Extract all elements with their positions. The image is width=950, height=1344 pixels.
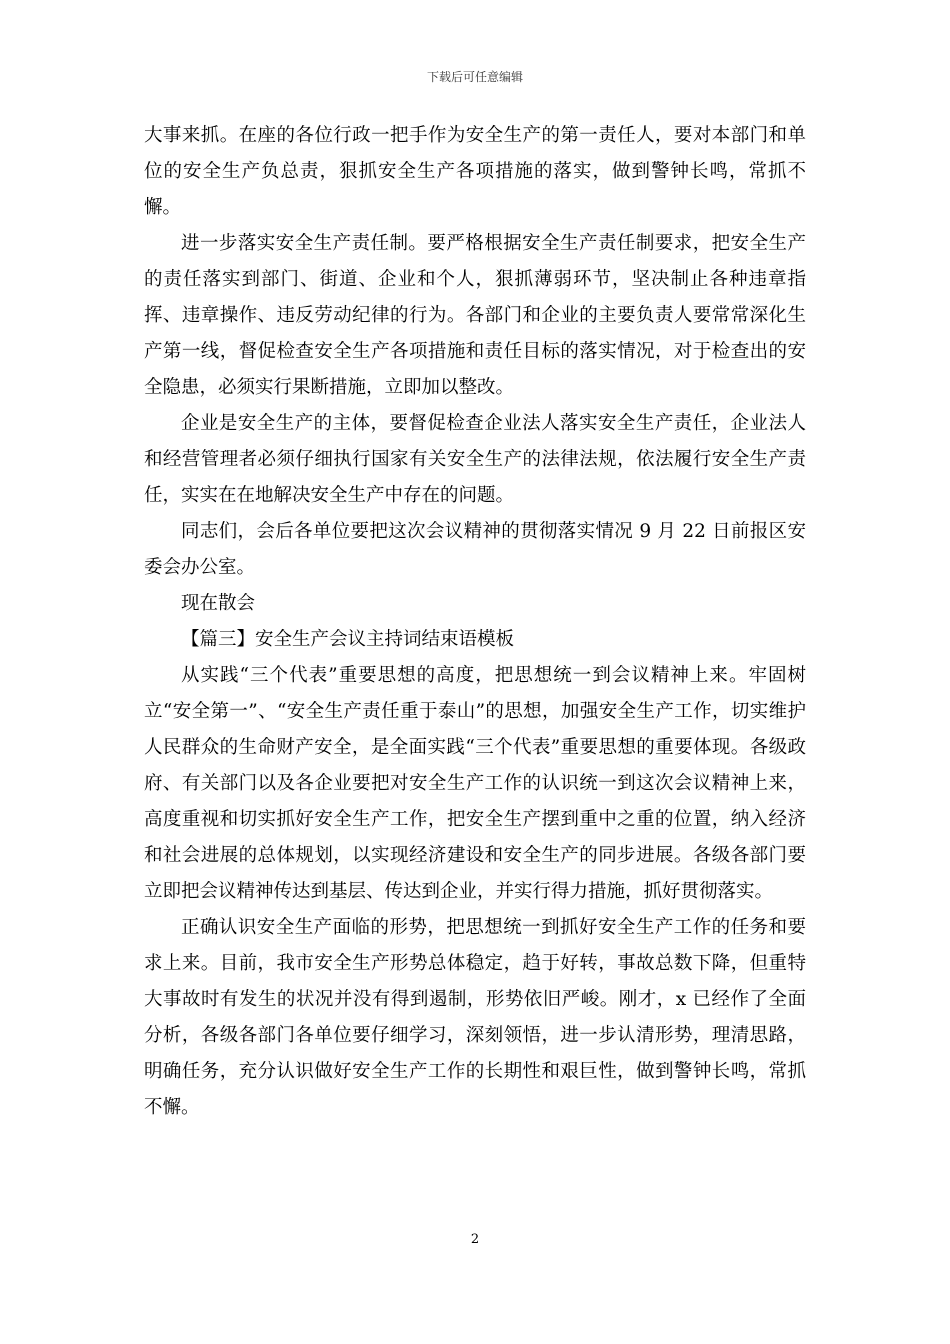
paragraph-responsibility-system: 进一步落实安全生产责任制。要严格根据安全生产责任制要求，把安全生产的责任落实到部门、街道、企业和个人，狠抓薄弱环节，坚决制止各种违章指挥、违章操作、违反劳动纪律的行为。各部门和企业的主要负责人要常常深化生产第一线，督促检查安全生产各项措施和责任目标的落实情况，对于检查出的安全隐患，必须实行果断措施，立即加以整改。 [144, 233, 806, 398]
page-number: 2 [470, 1232, 480, 1247]
paragraph-safety-situation: 正确认识安全生产面临的形势，把思想统一到抓好安全生产工作的任务和要求上来。目前，我市安全生产形势总体稳定，趋于好转，事故总数下降，但重特大事故时有发生的状况并没有得到遏制，形势依旧严峻。刚才，x 已经作了全面分析，各级各部门各单位要仔细学习，深刻领悟，进一步认清形势，理清思路，明确任务，充分认识做好安全生产工作的长期性和艰巨性，做到警钟长鸣，常抓不懈。 [144, 917, 806, 1118]
section-heading: 【篇三】安全生产会议主持词结束语模板 [181, 629, 515, 650]
document-body [144, 118, 806, 1126]
paragraph-continuation: 大事来抓。在座的各位行政一把手作为安全生产的第一责任人，要对本部门和单位的安全生产负总责，狠抓安全生产各项措施的落实，做到警钟长鸣，常抓不懈。 [144, 125, 806, 218]
paragraph-enterprise-subject: 企业是安全生产的主体，要督促检查企业法人落实安全生产责任，企业法人和经营管理者必须仔细执行国家有关安全生产的法律法规，依法履行安全生产责任，实实在在地解决安全生产中存在的问题。 [144, 413, 806, 506]
paragraph-report-deadline: 同志们，会后各单位要把这次会议精神的贯彻落实情况 9 月 22 日前报区安委会办公室。 [144, 521, 806, 578]
page-header: 下载后可任意编辑 [426, 70, 523, 84]
paragraph-adjourn: 现在散会 [181, 593, 256, 614]
paragraph-three-represents: 从实践“三个代表”重要思想的高度，把思想统一到会议精神上来。牢固树立“安全第一”、“安全生产责任重于泰山”的思想，加强安全生产工作，切实维护人民群众的生命财产安全，是全面实践“三个代表”重要思想的重要体现。各级政府、有关部门以及各企业要把对安全生产工作的认识统一到这次会议精神上来，高度重视和切实抓好安全生产工作，把安全生产摆到重中之重的位置，纳入经济和社会进展的总体规划，以实现经济建设和安全生产的同步进展。各级各部门要立即把会议精神传达到基层、传达到企业，并实行得力措施，抓好贯彻落实。 [144, 665, 806, 902]
